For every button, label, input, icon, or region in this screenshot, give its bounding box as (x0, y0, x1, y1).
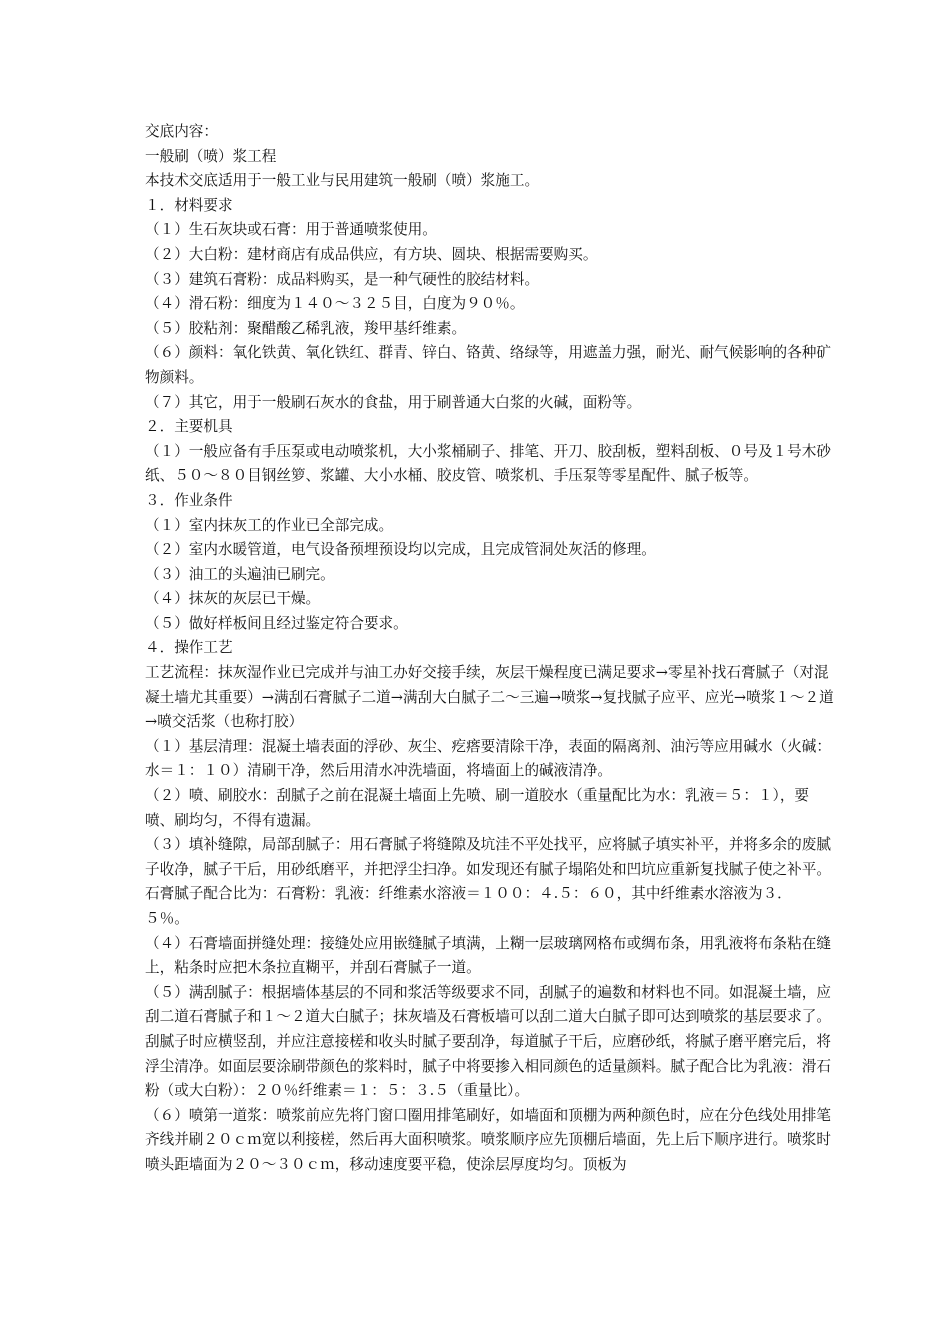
list-item-condition-2: （２）室内水暖管道，电气设备预埋预设均以完成，且完成管洞处灰活的修理。 (145, 541, 656, 559)
list-item-condition-1: （１）室内抹灰工的作业已全部完成。 (145, 516, 394, 534)
section-heading-tools: ２．主要机具 (145, 418, 233, 436)
list-item-condition-5: （５）做好样板间且经过鉴定符合要求。 (145, 614, 408, 632)
list-item-material-6: （６）颜料：氧化铁黄、氧化铁红、群青、锌白、铬黄、络绿等，用遮盖力强，耐光、耐气候影响的各种矿物颜料。 (145, 344, 831, 386)
list-item-process-1: （１）基层清理：混凝土墙表面的浮砂、灰尘、疙瘩要清除干净，表面的隔离剂、油污等应用碱水（火碱：水＝１：１０）清刷干净，然后用清水冲洗墙面，将墙面上的碱液清净。 (145, 737, 831, 780)
paragraph-process-flow: 工艺流程：抹灰湿作业已完成并与油工办好交接手续，灰层干燥程度已满足要求→零星补找石膏腻子（对混凝土墙尤其重要）→满刮石膏腻子二道→满刮大白腻子二～三遍→喷浆→复找腻子应平、应光→喷浆１～２道→喷交活浆（也称打胶） (145, 664, 834, 731)
list-item-process-2: （２）喷、刷胶水：刮腻子之前在混凝土墙面上先喷、刷一道胶水（重量配比为水：乳液＝５：１），要喷、刷均匀，不得有遗漏。 (145, 787, 810, 829)
document-body (145, 120, 835, 1178)
heading-project-title: 一般刷（喷）浆工程 (145, 147, 277, 165)
list-item-tools-1: （１）一般应备有手压泵或电动喷浆机，大小浆桶刷子、排笔、开刀、胶刮板，塑料刮板、０号及１号木砂纸、５０～８０目钢丝箩、浆罐、大小水桶、胶皮管、喷浆机、手压泵等零星配件、腻子板等。 (145, 442, 831, 485)
list-item-process-6: （６）喷第一道浆：喷浆前应先将门窗口圈用排笔刷好，如墙面和顶棚为两种颜色时，应在分色线处用排笔齐线并刷２０ｃｍ宽以利接槎，然后再大面积喷浆。喷浆顺序应先顶棚后墙面，先上后下顺序进行。喷浆时喷头距墙面为２０～３０ｃｍ，移动速度要平稳，使涂层厚度均匀。顶板为 (145, 1106, 831, 1173)
list-item-material-1: （１）生石灰块或石膏：用于普通喷浆使用。 (145, 221, 437, 239)
list-item-material-5: （５）胶粘剂：聚醋酸乙稀乳液，羧甲基纤维素。 (145, 319, 467, 337)
list-item-process-4: （４）石膏墙面拼缝处理：接缝处应用嵌缝腻子填满，上糊一层玻璃网格布或绸布条，用乳液将布条粘在缝上，粘条时应把木条拉直糊平，并刮石膏腻子一道。 (145, 934, 831, 977)
list-item-material-4: （４）滑石粉：细度为１４０～３２５目，白度为９０％。 (145, 295, 525, 313)
list-item-condition-4: （４）抹灰的灰层已干燥。 (145, 590, 321, 608)
list-item-material-7: （７）其它，用于一般刷石灰水的食盐，用于刷普通大白浆的火碱，面粉等。 (145, 393, 642, 411)
section-heading-materials: １．材料要求 (145, 196, 233, 214)
list-item-process-5: （５）满刮腻子：根据墙体基层的不同和浆活等级要求不同，刮腻子的遍数和材料也不同。如混凝土墙，应刮二道石膏腻子和１～２道大白腻子；抹灰墙及石膏板墙可以刮二道大白腻子即可达到喷浆的基层要求了。刮腻子时应横竖刮，并应注意接槎和收头时腻子要刮净，每道腻子干后，应磨砂纸，将腻子磨平磨完后，将浮尘清净。如面层要涂刷带颜色的浆料时，腻子中将要掺入相同颜色的适量颜料。腻子配合比为乳液：滑石粉（或大白粉）：２０％纤维素＝１：５：３.５（重量比）。 (145, 983, 831, 1100)
section-heading-process: ４．操作工艺 (145, 639, 233, 657)
paragraph-scope: 本技术交底适用于一般工业与民用建筑一般刷（喷）浆施工。 (145, 172, 540, 190)
list-item-material-3: （３）建筑石膏粉：成品料购买，是一种气硬性的胶结材料。 (145, 270, 540, 288)
list-item-material-2: （２）大白粉：建材商店有成品供应，有方块、圆块、根据需要购买。 (145, 245, 598, 263)
heading-disclosure-content: 交底内容： (145, 123, 218, 140)
section-heading-conditions: ３．作业条件 (145, 491, 233, 509)
list-item-condition-3: （３）油工的头遍油已刷完。 (145, 565, 335, 583)
list-item-process-3: （３）填补缝隙，局部刮腻子：用石膏腻子将缝隙及坑洼不平处找平，应将腻子填实补平，并将多余的废腻子收净，腻子干后，用砂纸磨平，并把浮尘扫净。如发现还有腻子塌陷处和凹坑应重新复找腻子使之补平。石膏腻子配合比为：石膏粉：乳液：纤维素水溶液＝１００：４.５：６０，其中纤维素水溶液为３．５％。 (145, 836, 831, 927)
